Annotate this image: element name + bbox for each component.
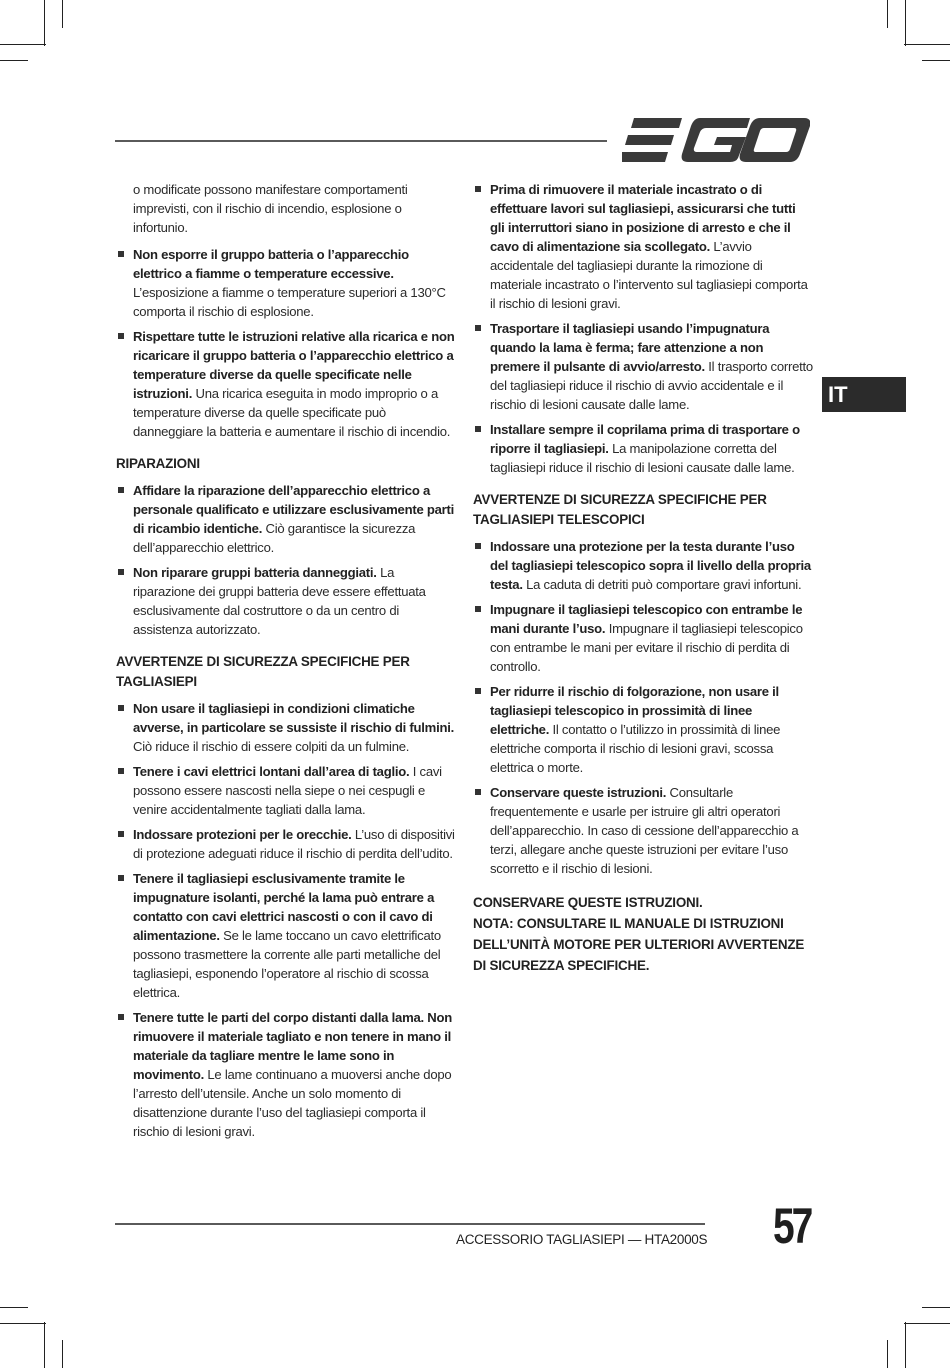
- item-text: I cavi possono essere nascosti nella siepe o nei cespugli e venire accidentalmente tagliati dalla lama.: [133, 764, 442, 817]
- item-lead: Non riparare gruppi batteria danneggiati.: [133, 565, 377, 580]
- item-text: Ciò riduce il rischio di essere colpiti da un fulmine.: [133, 739, 410, 754]
- item-lead: Installare sempre il coprilama prima di trasportare o riporre il tagliasiepi.: [490, 422, 800, 456]
- crop-mark: [922, 60, 950, 61]
- footer-rule: [115, 1223, 705, 1225]
- ego-logo: [622, 118, 810, 162]
- crop-mark: [62, 1340, 63, 1368]
- list-item: [473, 180, 813, 313]
- item-text: Ciò garantisce la sicurezza dell’apparecchio elettrico.: [133, 521, 416, 555]
- item-text: Consultarle frequentemente e usarle per istruire gli altri operatori dell’apparecchio. In caso di cessione dell’apparecchio a terzi, allegare anche queste istruzioni per evitare l’uso scorretto e il rischio di lesioni.: [490, 785, 799, 876]
- list-item: [116, 869, 456, 1002]
- footer-title: ACCESSORIO TAGLIASIEPI — HTA2000S: [456, 1232, 708, 1247]
- item-text: Se le lame toccano un cavo elettrificato possono trasmettere la corrente alle parti metalliche del tagliasiepi, esponendo l’operatore al rischio di scossa elettrica.: [133, 928, 441, 1000]
- item-text: Il contatto o l’utilizzo in prossimità di linee elettriche comporta il rischio di lesioni gravi, scossa elettrica o morte.: [490, 722, 781, 775]
- bullet-list: [473, 537, 813, 878]
- keep-instructions-note: CONSERVARE QUESTE ISTRUZIONI.: [473, 895, 703, 910]
- item-lead: Tenere i cavi elettrici lontani dall’area di taglio.: [133, 764, 410, 779]
- section-heading: AVVERTENZE DI SICUREZZA SPECIFICHE PER TAGLIASIEPI TELESCOPICI: [473, 492, 767, 527]
- item-text: Le lame continuano a muoversi anche dopo l’arresto dell’utensile. Anche un solo momento di disattenzione durante l’uso del tagliasiepi comporta il rischio di lesioni gravi.: [133, 1067, 452, 1139]
- item-lead: Impugnare il tagliasiepi telescopico con entrambe le mani durante l’uso.: [490, 602, 803, 636]
- item-lead: Tenere il tagliasiepi esclusivamente tramite le impugnature isolanti, perché la lama può entrare a contatto con cavi elettrici nascosti o con il cavo di alimentazione.: [133, 871, 435, 943]
- item-text: Impugnare il tagliasiepi telescopico con entrambe le mani per evitare il rischio di perdita di controllo.: [490, 621, 803, 674]
- list-item: [116, 699, 456, 756]
- crop-mark: [922, 1307, 950, 1308]
- list-item: [116, 481, 456, 557]
- item-text: Il trasporto corretto del tagliasiepi riduce il rischio di avvio accidentale e il rischio di lesioni causate dalle lame.: [490, 359, 813, 412]
- item-lead: Prima di rimuovere il materiale incastrato o di effettuare lavori sul tagliasiepi, assicurarsi che tutti gli interruttori siano in posizione di arresto e che il cavo di alimentazione sia scollegato.: [490, 182, 796, 254]
- left-column: [116, 180, 456, 1147]
- list-item: [116, 245, 456, 321]
- list-item: [116, 1008, 456, 1141]
- crop-mark: [904, 1323, 950, 1324]
- item-lead: Non esporre il gruppo batteria o l’apparecchio elettrico a fiamme o temperature eccessive.: [133, 247, 409, 281]
- list-item: [473, 682, 813, 777]
- crop-mark: [0, 1323, 46, 1324]
- item-text: L’avvio accidentale del tagliasiepi durante la rimozione di materiale incastrato o l’intervento sul tagliasiepi comporta il rischio di lesioni gravi.: [490, 239, 808, 311]
- item-text: La riparazione dei gruppi batteria deve essere effettuata esclusivamente dal costruttore o da un centro di assistenza autorizzato.: [133, 565, 426, 637]
- section-heading: AVVERTENZE DI SICUREZZA SPECIFICHE PER TAGLIASIEPI: [116, 654, 410, 689]
- item-lead: Affidare la riparazione dell’apparecchio elettrico a personale qualificato e utilizzare esclusivamente parti di ricambio identiche.: [133, 483, 454, 536]
- list-item: [473, 600, 813, 676]
- crop-mark: [905, 0, 906, 46]
- item-text: La manipolazione corretta del tagliasiepi riduce il rischio di lesioni causate dalle lame.: [490, 441, 795, 475]
- motor-manual-note: NOTA: CONSULTARE IL MANUALE DI ISTRUZIONI DELL’UNITÀ MOTORE PER ULTERIORI AVVERTENZE DI SICUREZZA SPECIFICHE.: [473, 916, 805, 973]
- list-item: [116, 327, 456, 441]
- crop-mark: [44, 1322, 45, 1368]
- bullet-list: [116, 699, 456, 1141]
- item-lead: Trasportare il tagliasiepi usando l’impugnatura quando la lama è ferma; fare attenzione a non premere il pulsante di avvio/arresto.: [490, 321, 770, 374]
- list-item: [473, 319, 813, 414]
- item-text: Una ricarica eseguita in modo improprio o a temperature diverse da quelle specificate può danneggiare la batteria e aumentare il rischio di incendio.: [133, 386, 451, 439]
- bullet-list: [473, 180, 813, 477]
- item-lead: Conservare queste istruzioni.: [490, 785, 667, 800]
- item-lead: Indossare protezioni per le orecchie.: [133, 827, 352, 842]
- list-item: [473, 537, 813, 594]
- crop-mark: [0, 1307, 28, 1308]
- crop-mark: [62, 0, 63, 28]
- crop-mark: [887, 1340, 888, 1368]
- crop-mark: [44, 0, 45, 46]
- continuation-text: o modificate possono manifestare comportamenti imprevisti, con il rischio di incendio, esplosione o infortunio.: [133, 182, 408, 235]
- item-text: L’esposizione a fiamme o temperature superiori a 130°C comporta il rischio di esplosione.: [133, 285, 446, 319]
- list-item: [116, 563, 456, 639]
- section-heading: RIPARAZIONI: [116, 456, 200, 471]
- list-item: [473, 420, 813, 477]
- crop-mark: [0, 60, 28, 61]
- crop-mark: [905, 1322, 906, 1368]
- bullet-list: [116, 245, 456, 441]
- closing-notes: [473, 892, 813, 976]
- bullet-list: [116, 481, 456, 639]
- right-column: [473, 180, 813, 976]
- page-number: 57: [773, 1198, 811, 1254]
- item-lead: Tenere tutte le parti del corpo distanti dalla lama. Non rimuovere il materiale tagliato e non tenere in mano il materiale da tagliare mentre le lame sono in movimento.: [133, 1010, 452, 1082]
- item-lead: Per ridurre il rischio di folgorazione, non usare il tagliasiepi telescopico in prossimità di linee elettriche.: [490, 684, 779, 737]
- language-tab: IT: [822, 377, 906, 412]
- crop-mark: [887, 0, 888, 28]
- item-lead: Indossare una protezione per la testa durante l’uso del tagliasiepi telescopico sopra il livello della propria testa.: [490, 539, 811, 592]
- header-rule: [115, 140, 607, 142]
- item-text: La caduta di detriti può comportare gravi infortuni.: [526, 577, 802, 592]
- list-item: [116, 825, 456, 863]
- list-item: [473, 783, 813, 878]
- crop-mark: [904, 44, 950, 45]
- item-text: L’uso di dispositivi di protezione adeguati riduce il rischio di perdita dell’udito.: [133, 827, 455, 861]
- item-lead: Rispettare tutte le istruzioni relative alla ricarica e non ricaricare il gruppo batteria o l’apparecchio elettrico a temperature diverse da quelle specificate nelle istruzioni.: [133, 329, 455, 401]
- item-lead: Non usare il tagliasiepi in condizioni climatiche avverse, in particolare se sussiste il rischio di fulmini.: [133, 701, 454, 735]
- list-item: [116, 762, 456, 819]
- crop-mark: [0, 44, 46, 45]
